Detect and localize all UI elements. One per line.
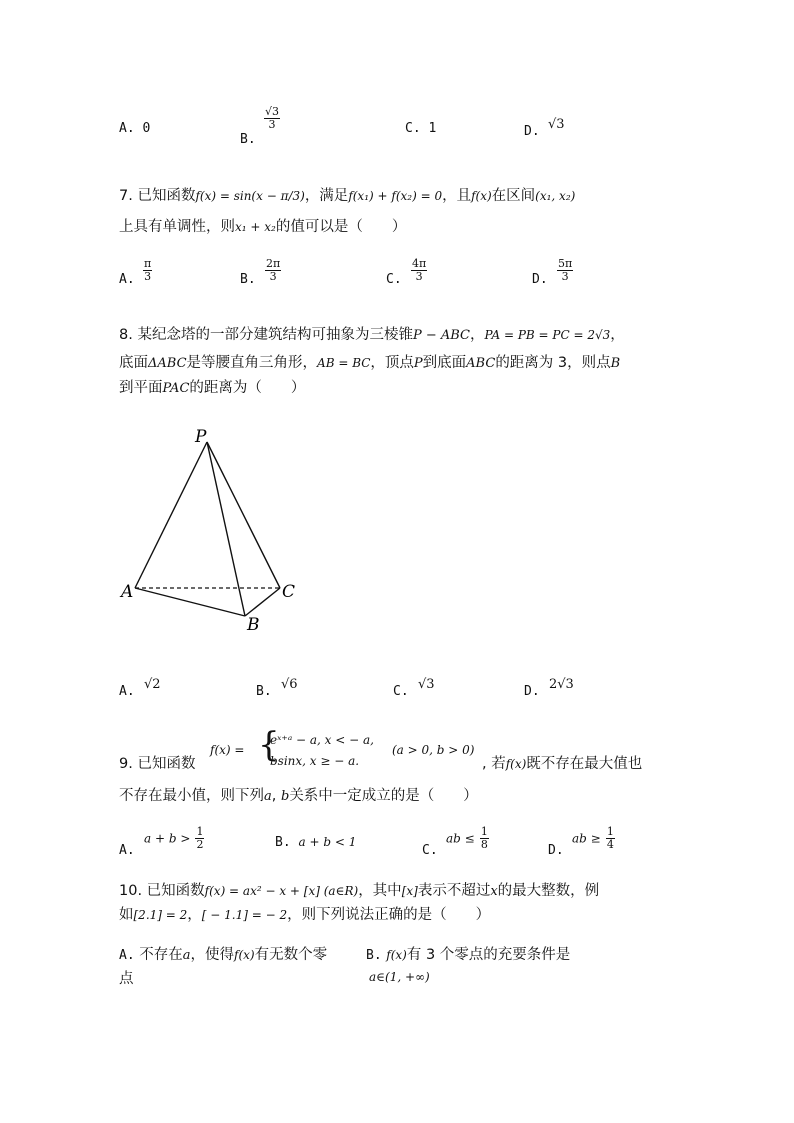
q6-option-d-value: √3 xyxy=(548,117,565,132)
q6-option-c: C. 1 xyxy=(405,121,437,136)
edge-pb xyxy=(207,442,245,616)
q9-case-1: eˣ⁺ᵃ − a, x < − a, xyxy=(270,733,374,747)
q8-line1: 8. 某纪念塔的一部分建筑结构可抽象为三棱锥P − ABC，PA = PB = PC = 2√3， xyxy=(119,327,625,343)
q9-option-c-label: C. xyxy=(422,843,438,858)
vertex-label-a: A xyxy=(121,582,134,602)
q7-option-c-label: C. xyxy=(386,272,402,287)
q7-line1: 7. 已知函数f(x) = sin(x − π/3)，满足f(x₁) + f(x₂) = 0，且f(x)在区间(x₁, x₂) xyxy=(119,188,576,204)
q7-option-c-value: $\frac{4\pi}{3}$ xyxy=(412,257,427,283)
q10-option-a-cont: 点 xyxy=(119,971,134,987)
q7-option-a-label: A. xyxy=(119,272,135,287)
q6-option-a: A. 0 xyxy=(119,121,151,136)
vertex-label-c: C xyxy=(282,582,296,602)
pyramid-figure xyxy=(110,420,310,640)
q8-option-b-value: √6 xyxy=(281,677,298,692)
q6-option-b-value: $\frac{√3}{3}$ xyxy=(265,105,280,131)
edge-pa xyxy=(135,442,207,588)
q10-line1: 10. 已知函数f(x) = ax² − x + [x] (a∈R)，其中[x]表示不超过x的最大整数，例 xyxy=(119,883,600,899)
q9-params: (a > 0, b > 0) xyxy=(392,743,475,757)
q8-line3: 到平面PAC的距离为（ ） xyxy=(119,380,306,396)
q7-option-d-value: $\frac{5\pi}{3}$ xyxy=(558,257,573,283)
q10-line2: 如[2.1] = 2，[ − 1.1] = − 2，则下列说法正确的是（ ） xyxy=(119,907,491,923)
q9-intro: 9. 已知函数 xyxy=(119,756,196,772)
q9-option-c-value: ab ≤ $\frac{1}{8}$ xyxy=(446,825,488,851)
edge-pc xyxy=(207,442,280,588)
q8-option-a-value: √2 xyxy=(144,677,161,692)
q8-option-d-value: 2√3 xyxy=(549,677,574,692)
q7-line2: 上具有单调性，则x₁ + x₂的值可以是（ ） xyxy=(119,219,407,235)
q9-option-a-label: A. xyxy=(119,843,135,858)
q8-option-d-label: D. xyxy=(524,684,540,699)
q9-option-b: B. a + b < 1 xyxy=(275,835,357,850)
q9-option-a-value: a + b > $\frac{1}{2}$ xyxy=(144,825,204,851)
q7-option-b-value: $\frac{2\pi}{3}$ xyxy=(266,257,281,283)
q9-fx-eq: f(x) = xyxy=(210,743,245,757)
q7-option-d-label: D. xyxy=(532,272,548,287)
edge-bc xyxy=(245,588,280,616)
q7-option-a-value: $\frac{\pi}{3}$ xyxy=(144,257,152,283)
edge-ab xyxy=(135,588,245,616)
q6-option-b-label: B. xyxy=(240,132,256,147)
q8-option-b-label: B. xyxy=(256,684,272,699)
q9-line1-end: , 若f(x)既不存在最大值也 xyxy=(482,756,643,772)
q9-case-2: bsinx, x ≥ − a. xyxy=(270,754,360,768)
q9-brace: { xyxy=(258,725,280,765)
q8-option-c-value: √3 xyxy=(418,677,435,692)
q10-option-b-cond: a∈(1, +∞) xyxy=(369,970,430,984)
q6-option-d-label: D. xyxy=(524,124,540,139)
q8-line2: 底面ΔABC是等腰直角三角形，AB = BC，顶点P到底面ABC的距离为 3，则点B xyxy=(119,355,621,371)
q10-option-a: A. 不存在a，使得f(x)有无数个零 xyxy=(119,947,328,963)
q9-option-d-value: ab ≥ $\frac{1}{4}$ xyxy=(572,825,614,851)
q8-option-c-label: C. xyxy=(393,684,409,699)
q8-option-a-label: A. xyxy=(119,684,135,699)
q9-line2: 不存在最小值，则下列a, b关系中一定成立的是（ ） xyxy=(119,788,478,804)
vertex-label-p: P xyxy=(195,427,207,447)
vertex-label-b: B xyxy=(247,615,260,635)
q10-option-b: B. f(x)有 3 个零点的充要条件是 xyxy=(366,947,571,963)
q7-option-b-label: B. xyxy=(240,272,256,287)
q9-option-d-label: D. xyxy=(548,843,564,858)
